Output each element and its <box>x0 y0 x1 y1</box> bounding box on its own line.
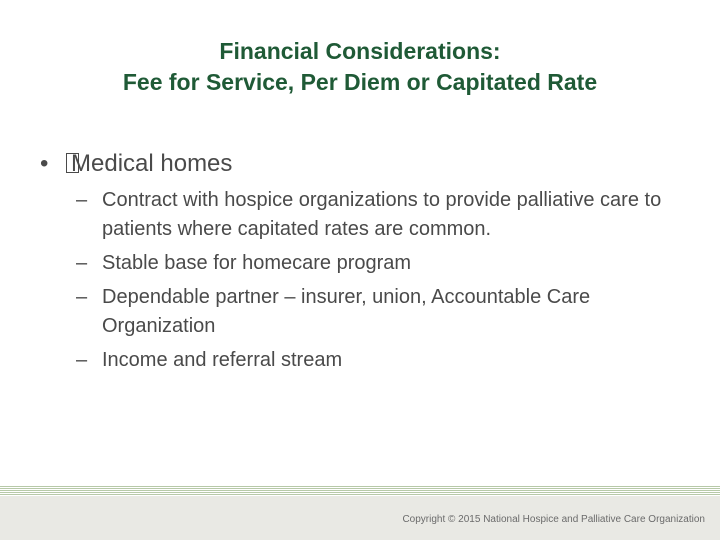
list-item-text: Income and referral stream <box>102 349 343 371</box>
dash-marker: – <box>76 252 88 274</box>
bullet-text: Medical homes <box>71 150 233 177</box>
sub-bullet-list <box>76 186 676 380</box>
list-item-text: Dependable partner – insurer, union, Accountable Care Organization <box>102 286 591 337</box>
footer-stripes <box>0 486 720 496</box>
list-item-text: Contract with hospice organizations to provide palliative care to patients where capitated rates are common. <box>102 189 662 240</box>
dash-marker: – <box>76 349 88 371</box>
main-bullet <box>40 148 232 180</box>
footer-band <box>0 486 720 540</box>
list-item <box>76 283 676 341</box>
slide-title <box>20 36 700 98</box>
title-line-2: Fee for Service, Per Diem or Capitated Rate <box>122 69 598 95</box>
dash-marker: – <box>76 286 88 308</box>
list-item <box>76 346 676 375</box>
copyright-text: Copyright © 2015 National Hospice and Palliative Care Organization <box>402 514 705 525</box>
title-line-1: Financial Considerations: <box>219 38 501 64</box>
bullet-marker: • <box>40 150 49 177</box>
list-item-text: Stable base for homecare program <box>102 252 412 274</box>
dash-marker: – <box>76 189 88 211</box>
list-item <box>76 249 676 278</box>
list-item <box>76 186 676 244</box>
